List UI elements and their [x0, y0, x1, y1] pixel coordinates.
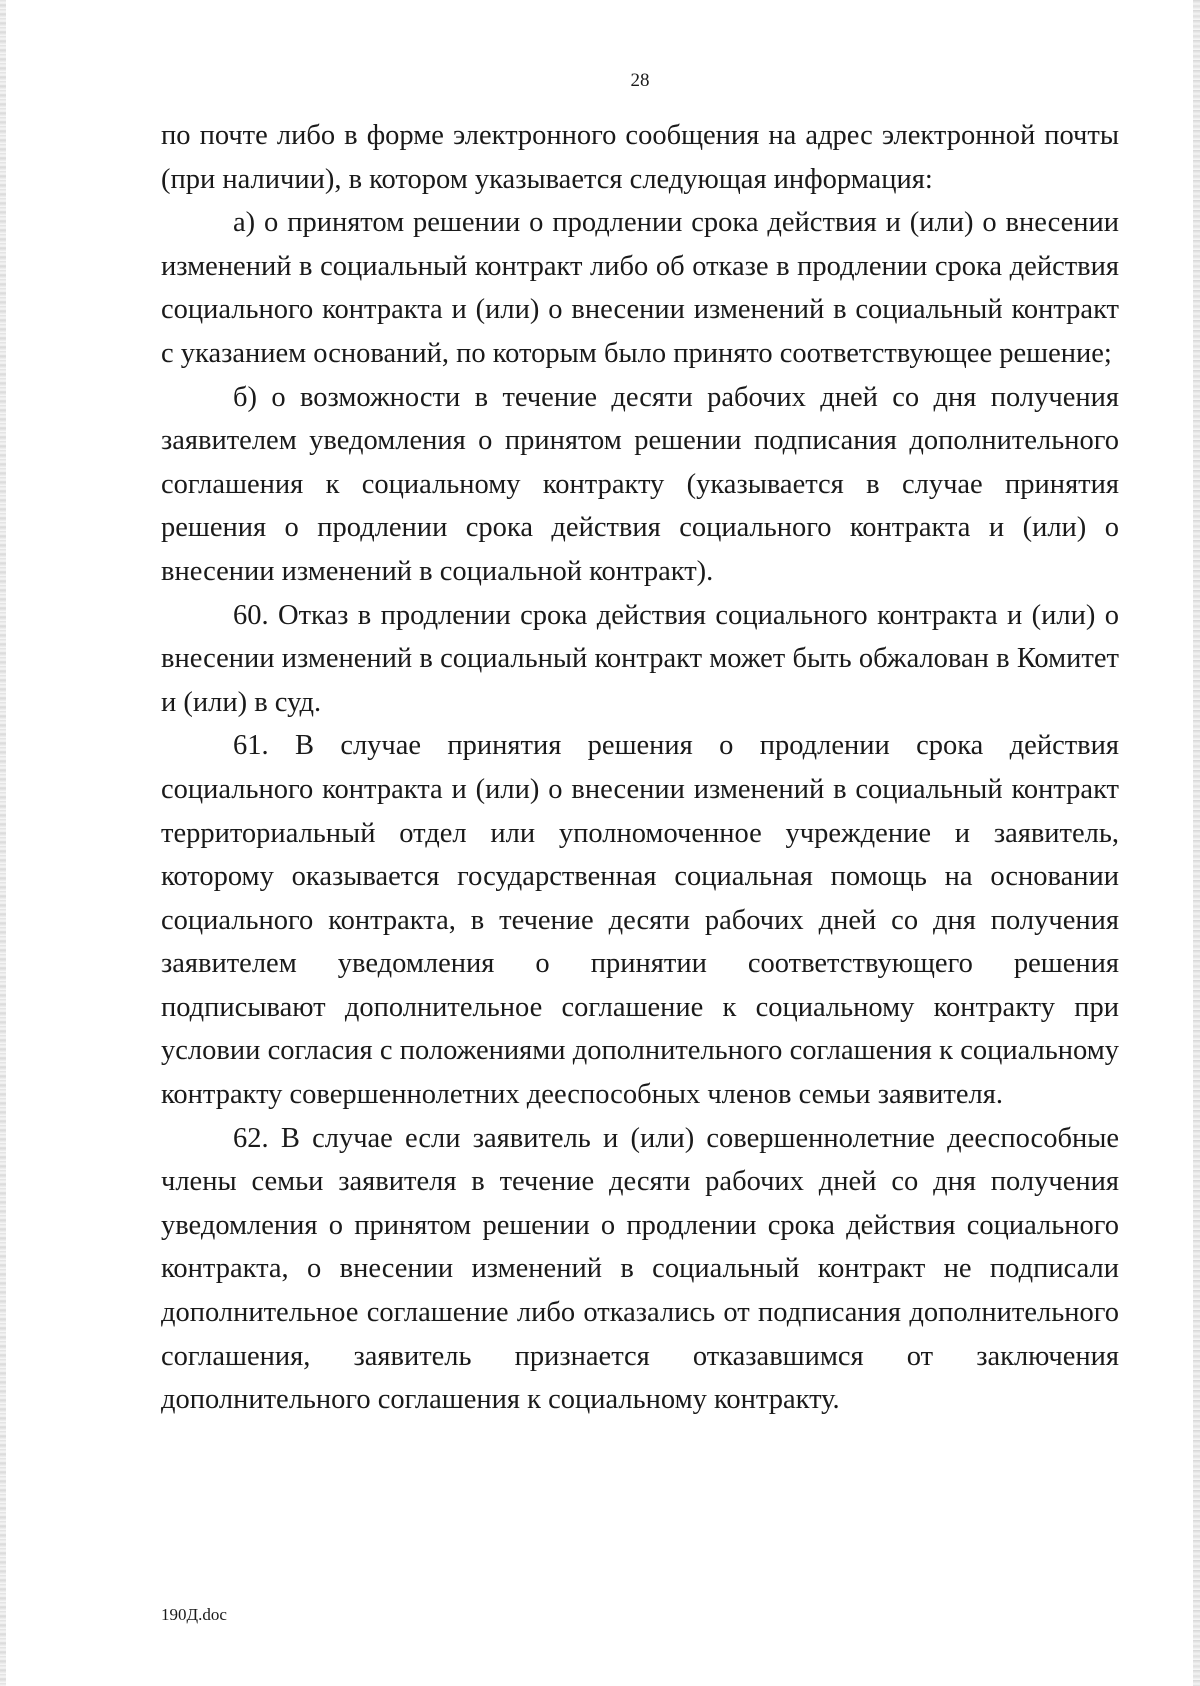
scan-edge-left — [0, 0, 6, 1686]
paragraph-61: 61. В случае принятия решения о продлении срока действия социального контракта и (или) о внесении изменений в социальный контракт территориальный отдел или уполномоченное учреждение и заявитель, которому оказывается государственная социальная помощь на основании социального контракта, в течение десяти рабочих дней со дня получения заявителем уведомления о принятии соответствующего решения подписывают дополнительное соглашение к социальному контракту при условии согласия с положениями дополнительного соглашения к социальному контракту совершеннолетних дееспособных членов семьи заявителя. — [161, 730, 1119, 1111]
paragraph-item-b: б) о возможности в течение десяти рабочих дней со дня получения заявителем уведомления о принятом решении подписания дополнительного соглашения к социальному контракту (указывается в случае принятия решения о продлении срока действия социального контракта и (или) о внесении изменений в социальной контракт). — [161, 381, 1119, 587]
scan-edge-right — [1193, 0, 1200, 1686]
paragraph-60: 60. Отказ в продлении срока действия социального контракта и (или) о внесении изменений в социальный контракт может быть обжалован в Комитет и (или) в суд. — [161, 599, 1119, 718]
page-number: 28 — [630, 70, 650, 91]
footer-filename: 190Д.doc — [161, 1605, 227, 1624]
paragraph-62: 62. В случае если заявитель и (или) совершеннолетние дееспособные члены семьи заявителя в течение десяти рабочих дней со дня получения уведомления о принятом решении о продлении срока действия социального контракта, о внесении изменений в социальный контракт не подписали дополнительное соглашение либо отказались от подписания дополнительного соглашения, заявитель признается отказавшимся от заключения дополнительного соглашения к социальному контракту. — [161, 1122, 1119, 1416]
paragraph-continuation: по почте либо в форме электронного сообщения на адрес электронной почты (при наличии), в котором указывается следующая информация: — [161, 120, 1119, 195]
document-body — [161, 114, 1119, 1422]
paragraph-item-a: а) о принятом решении о продлении срока действия и (или) о внесении изменений в социальный контракт либо об отказе в продлении срока действия социального контракта и (или) о внесении изменений в социальный контракт с указанием оснований, по которым было принято соответствующее решение; — [161, 207, 1119, 369]
